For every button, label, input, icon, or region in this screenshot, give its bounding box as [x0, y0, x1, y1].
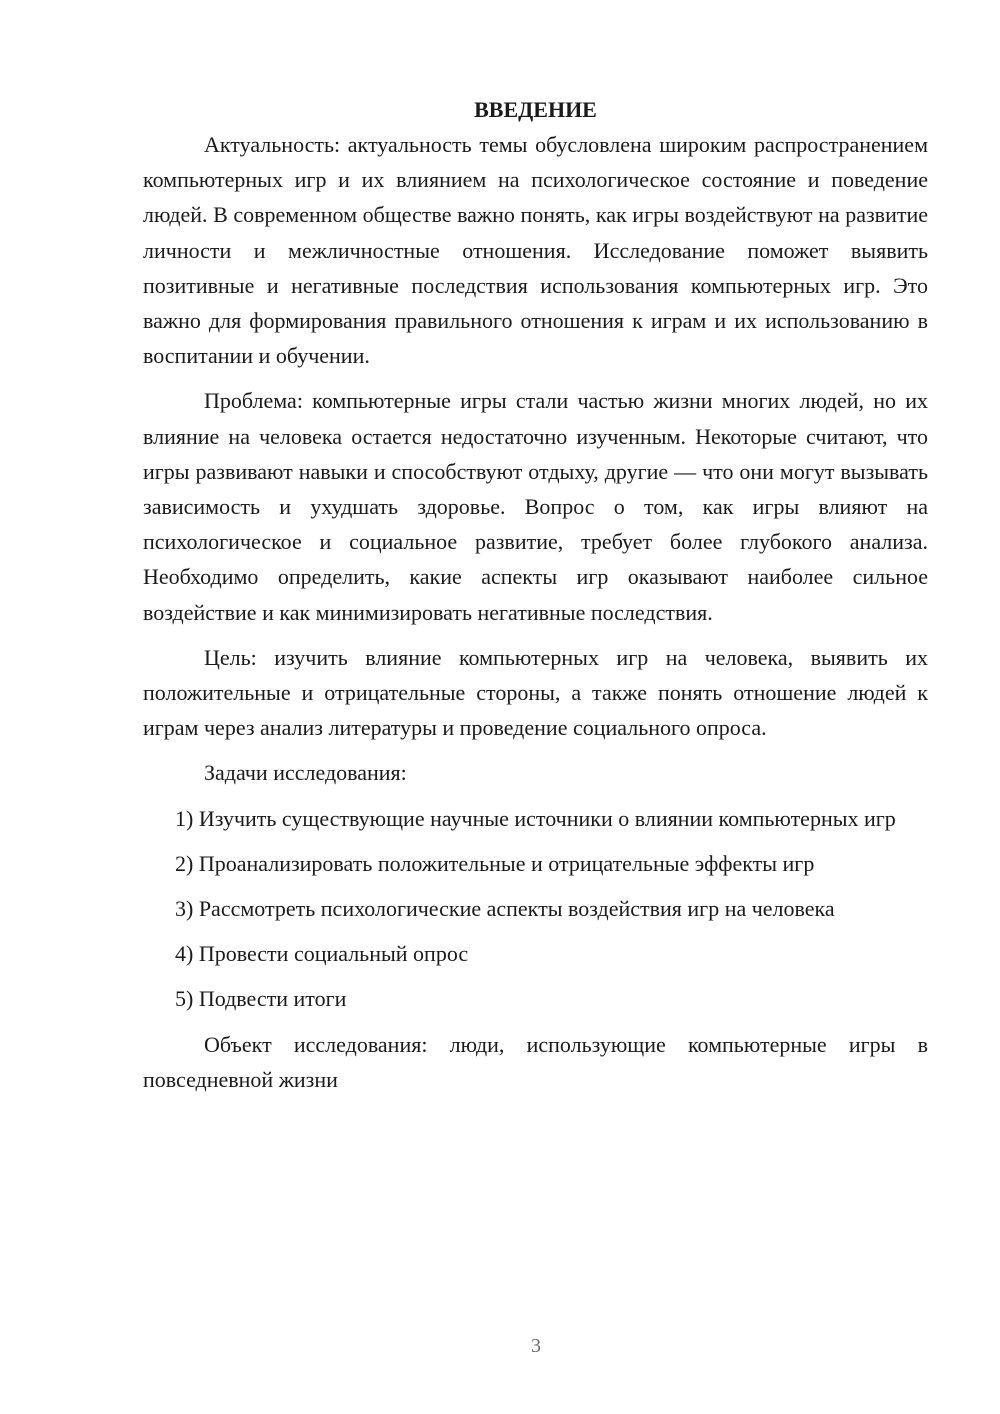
paragraph-problem: Проблема: компьютерные игры стали частью жизни многих людей, но их влияние на человека остается недостаточно изученным. Некоторые считают, что игры развивают навыки и способствуют отдыху, другие — что они могут вызывать зависимость и ухудшать здоровье. Вопрос о том, как игры влияют на психологическое и социальное развитие, требует более глубокого анализа. Необходимо определить, какие аспекты игр оказывают наиболее сильное воздействие и как минимизировать негативные последствия. [143, 388, 928, 625]
list-item: 3) Рассмотреть психологические аспекты воздействия игр на человека [175, 896, 835, 922]
list-item: 2) Проанализировать положительные и отрицательные эффекты игр [175, 850, 815, 876]
tasks-list [143, 801, 928, 1017]
list-item: 1) Изучить существующие научные источники о влиянии компьютерных игр [175, 805, 896, 831]
page-title: ВВЕДЕНИЕ [474, 97, 597, 122]
list-item: 4) Провести социальный опрос [175, 941, 469, 967]
page-number: 3 [531, 1335, 541, 1357]
document-page [143, 92, 928, 1097]
paragraph-relevance: Актуальность: актуальность темы обусловлена широким распространением компьютерных игр и их влиянием на психологическое состояние и поведение людей. В современном обществе важно понять, как игры воздействуют на развитие личности и межличностные отношения. Исследование поможет выявить позитивные и негативные последствия использования компьютерных игр. Это важно для формирования правильного отношения к играм и их использованию в воспитании и обучении. [143, 132, 928, 369]
tasks-title: Задачи исследования: [204, 760, 407, 786]
paragraph-object: Объект исследования: люди, использующие компьютерные игры в повседневной жизни [143, 1031, 928, 1092]
list-item: 5) Подвести итоги [175, 986, 347, 1012]
paragraph-goal: Цель: изучить влияние компьютерных игр на человека, выявить их положительные и отрицательные стороны, а также понять отношение людей к играм через анализ литературы и проведение социального опроса. [143, 644, 928, 741]
